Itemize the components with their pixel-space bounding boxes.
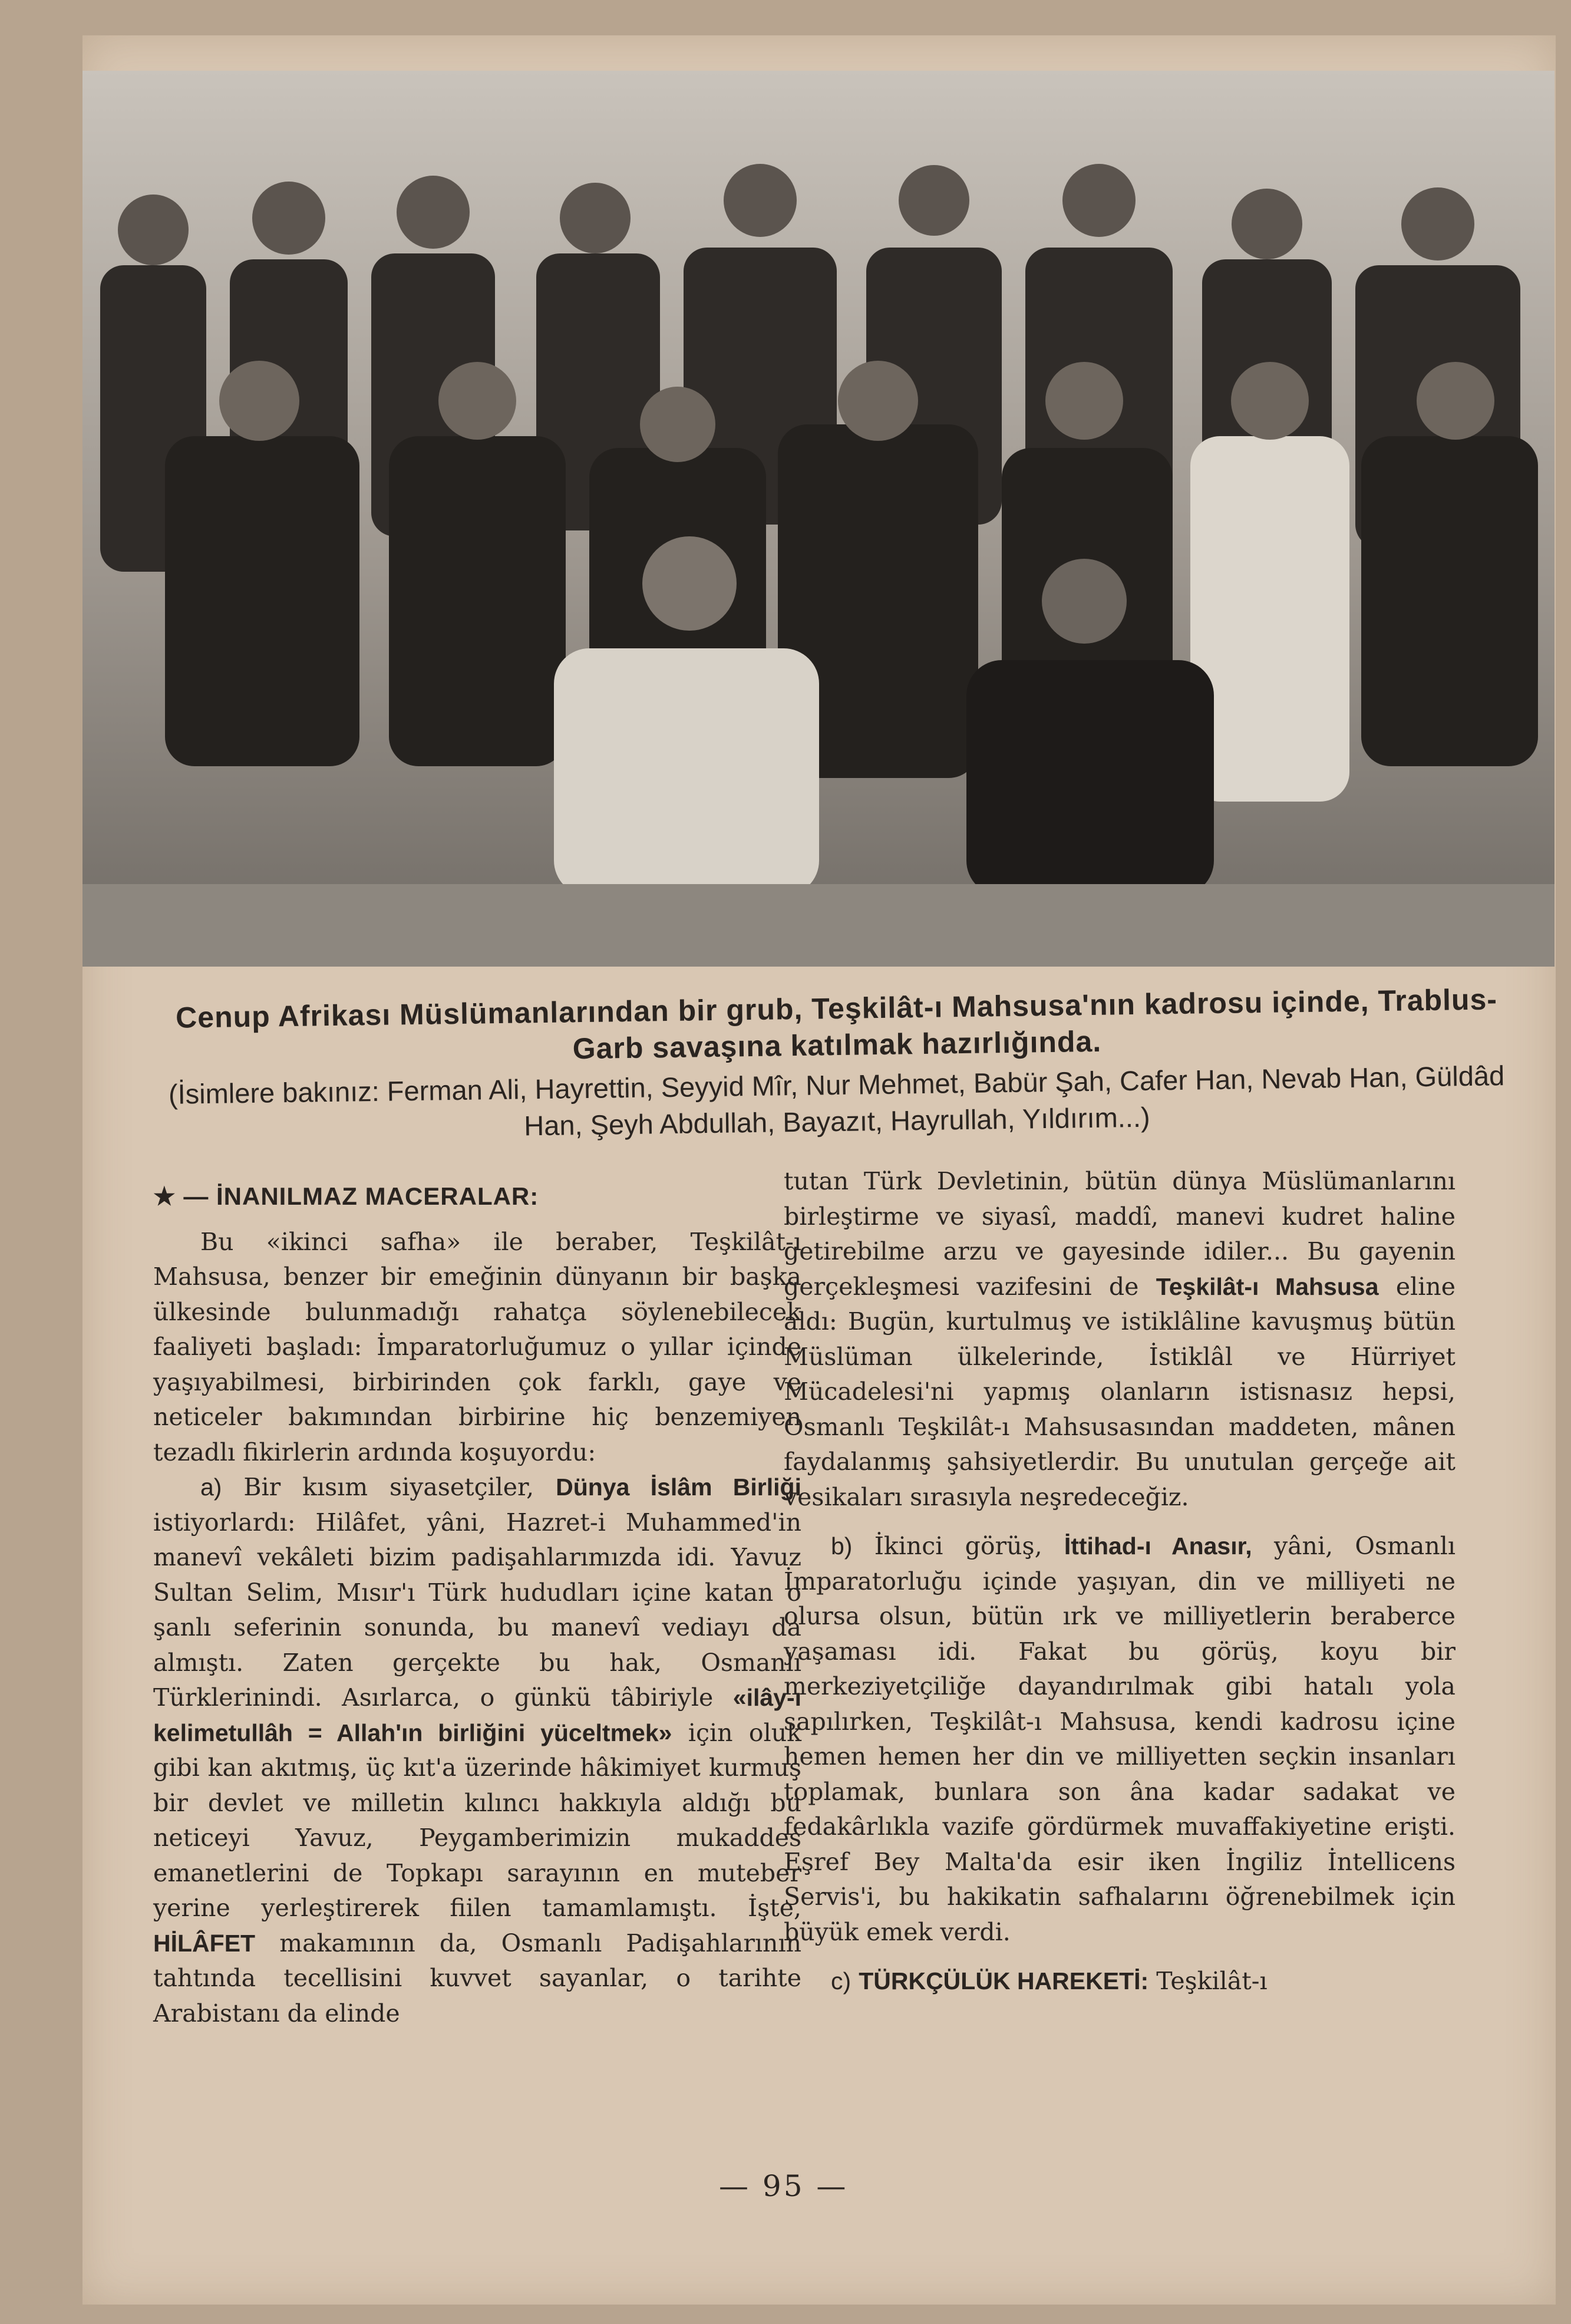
bold-term: Teşkilât-ı Mahsusa [1156,1273,1379,1300]
text-run: İkinci görüş, [874,1532,1042,1560]
bold-term: TÜRKÇÜLÜK HAREKETİ: [859,1967,1149,1995]
text-run: tutan Türk Devletinin, bütün dünya Müslümanlarını birleştirme ve siyasî, maddî, manevi kudret haline getirebilme arzu ve gayesinde idiler... Bu gayenin gerçekleşmesi vazifesini de [784,1167,1456,1301]
star-icon: ★ [153,1182,176,1210]
caption-title: Cenup Afrikası Müslümanlarından bir grub, Teşkilât-ı Mahsusa'nın kadrosu içinde, Trablus-Garb savaşına katılmak hazırlığında. [175,983,1498,1066]
bold-term: HİLÂFET [153,1929,256,1957]
group-photograph-image [82,71,1555,967]
item-label: a) [200,1473,222,1501]
right-column [784,1164,1456,1999]
paragraph-a [153,1470,801,2031]
text-run: Teşkilât-ı [1156,1967,1268,1995]
bold-term: İttihad-ı Anasır, [1064,1532,1252,1560]
magazine-page [82,35,1556,2305]
paragraph: Bu «ikinci safha» ile beraber, Teşkilât-ı Mahsusa, benzer bir emeğinin dünyanın bir başka ülkesinde bulunmadığı rahatça söylenebilecek faaliyeti başladı: İmparatorluğumuz o yıllar içinde yaşıyabilmesi, birbirinden çok farklı, gaye ve neticeler bakımından birbirine hiç benzemiyen tezadlı fikirlerin ardında koşuyordu: [153,1227,801,1466]
page-number: — 95 — [719,2169,849,2203]
group-photograph [82,71,1555,967]
text-run: istiyorlardı: Hilâfet, yâni, Hazret-i Muhammed'in manevî vekâleti bizim padişahlarımızda idi. Yavuz Sultan Selim, Mısır'ı Türk hududları içine katan o şanlı seferinin sonunda, bu manevî vediayı da almıştı. Zaten gerçekte bu hak, Osmanlı Türklerinindi. Asırlarca, o günkü tâbiriyle [153,1508,801,1712]
paragraph-b [784,1529,1456,1950]
text-run: makamının da, Osmanlı Padişahlarının tahtında tecellisini kuvvet sayanlar, o tarihte Arabistanı da elinde [153,1929,801,2028]
bold-term: «ilây-ı kelimetullâh = Allah'ın birliğini yüceltmek» [153,1684,801,1746]
text-run: Bir kısım siyasetçiler, [243,1473,534,1501]
paragraph-c [784,1964,1456,1999]
caption-names: (İsimlere bakınız: Ferman Ali, Hayrettin, Seyyid Mîr, Nur Mehmet, Babür Şah, Cafer Han, Nevab Han, Güldâd Han, Şeyh Abdullah, Bayazıt, Hayrullah, Yıldırım...) [168,1060,1505,1142]
bold-term: Dünya İslâm Birliği [556,1473,801,1501]
item-label: c) [831,1967,851,1995]
text-run: yâni, Osmanlı İmparatorluğu içinde yaşıyan, din ve milliyeti ne olursa olsun, bütün ırk ve milliyetlerin beraberce yaşaması idi. Fakat bu görüş, koyu bir merkeziyetçiliğe dayandırılmak gibi hatalı yola sapılırken, Teşkilât-ı Mahsusa, kendi kadrosu içine hemen hemen her din ve milliyetten seçkin insanları toplamak, bunlara son âna kadar sadakat ve fedakârlıkla vazife gördürmek muvaffakiyetine erişti. Eşref Bey Malta'da esir iken İngiliz İntellicens Servis'i, bu hakikatin safhalarını öğrenebilmek için büyük emek verdi. [784,1532,1456,1946]
text-run: eline aldı: Bugün, kurtulmuş ve istiklâline kavuşmuş bütün Müslüman ülkelerinde, İstiklâl ve Hürriyet Mücadelesi'ni yapmış olanların istisnasız hepsi, Osmanlı Teşkilât-ı Mahsusasından maddeten, mânen faydalanmış şahsiyetlerdir. Bu unutulan gerçeğe ait vesikaları sırasıyla neşredeceğiz. [784,1272,1456,1511]
photo-caption [159,983,1514,1142]
item-label: b) [831,1532,853,1560]
left-column [153,1179,801,2031]
paragraph [784,1164,1456,1515]
section-heading [153,1179,801,1214]
section-heading-text: — İNANILMAZ MACERALAR: [183,1182,539,1210]
text-run: için oluk gibi kan akıtmış, üç kıt'a üzerinde hâkimiyet kurmuş bir devlet ve milletin kılıncı hakkıyla aldığı bu neticeyi Yavuz, Peygamberimizin mukaddes emanetlerini de Topkapı sarayının en muteber yerine yerleştirerek fiilen tamamlamıştı. İşte, [153,1718,801,1922]
